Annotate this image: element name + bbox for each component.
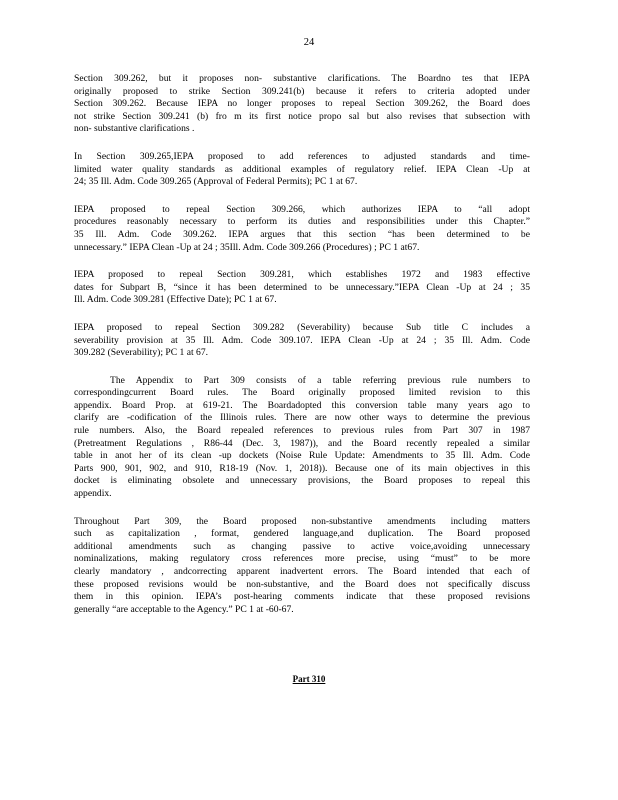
paragraph-list (74, 73, 530, 616)
paragraph-line: IEPA proposed to repeal Section 309.266, which authorizes IEPA to “all adopt (74, 203, 530, 215)
page-number: 24 (303, 37, 315, 48)
paragraph-line: clarify are -codification of the Illinois rules. There are now other ways to determine the previous (74, 412, 530, 424)
paragraph-line: table in anot her of its clean -up dockets (Noise Rule Update: Amendments to 35 Ill. Adm. Code (74, 450, 530, 462)
paragraph-line: Section 309.262, but it proposes non- substantive clarifications. The Boardno tes that IEPA (74, 73, 530, 84)
paragraph-line: The Appendix to Part 309 consists of a table referring previous rule numbers to (110, 374, 530, 386)
paragraph-line: these proposed revisions would be non-substantive, and the Board does not specifically discuss (74, 578, 530, 590)
paragraph-line: (Pretreatment Regulations , R86-44 (Dec. 3, 1987)), and the Board recently repealed a similar (74, 437, 530, 449)
paragraph-line: not strike Section 309.241 (b) fro m its first notice propo sal but also revises that subsection with (74, 110, 530, 122)
part-heading-text: Part 310 (292, 674, 326, 684)
paragraph-line: appendix. Board Prop. at 619-21. The Boardadopted this conversion table many years ago to (74, 399, 530, 411)
paragraph-line: 309.282 (Severability); PC 1 at 67. (74, 347, 209, 359)
paragraph-line: generally “are acceptable to the Agency.” PC 1 at -60-67. (74, 603, 294, 615)
paragraph-line: limited water quality standards as additional examples of regulatory relief. IEPA Clean -Up at (74, 163, 530, 175)
paragraph-line: Parts 900, 901, 902, and 910, R18-19 (Nov. 1, 2018)). Because one of its main objectives in this (74, 462, 530, 474)
paragraph (74, 322, 530, 360)
paragraph-line: procedures reasonably necessary to perform its duties and responsibilities under this Chapter.” (74, 216, 530, 228)
paragraph-line: Section 309.262. Because IEPA no longer proposes to repeal Section 309.262, the Board does (74, 98, 530, 110)
paragraph-line: such as capitalization , format, gendered language,and duplication. The Board proposed (74, 528, 530, 540)
paragraph-line: 24; 35 Ill. Adm. Code 309.265 (Approval of Federal Permits); PC 1 at 67. (74, 176, 358, 188)
paragraph-line: clearly mandatory , andcorrecting apparent inadvertent errors. The Board intended that each of (74, 566, 530, 577)
paragraph (74, 375, 530, 501)
opinion-body (74, 73, 530, 631)
paragraph-line: them in this opinion. IEPA’s post-hearing comments indicate that these proposed revisions (74, 591, 530, 603)
paragraph-line: Throughout Part 309, the Board proposed non-substantive amendments including matters (74, 515, 530, 527)
paragraph (74, 516, 530, 617)
paragraph-line: additional amendments such as changing passive to active voice,avoiding unnecessary (74, 540, 530, 552)
paragraph-line: IEPA proposed to repeal Section 309.282 (Severability) because Sub title C includes a (74, 321, 530, 333)
paragraph (74, 269, 530, 307)
paragraph-line: IEPA proposed to repeal Section 309.281, which establishes 1972 and 1983 effective (74, 269, 530, 281)
paragraph-line: rule numbers. Also, the Board repealed references to previous rules from Part 307 in 1987 (74, 425, 530, 437)
paragraph (74, 151, 530, 189)
paragraph-line: dates for Subpart B, “since it has been determined to be unnecessary.”IEPA Clean -Up at 24 ; 35 (74, 281, 530, 293)
paragraph-line: In Section 309.265,IEPA proposed to add references to adjusted standards and time- (74, 150, 530, 162)
paragraph-line: non- substantive clarifications . (74, 123, 195, 135)
paragraph (74, 73, 530, 136)
paragraph-line: appendix. (74, 488, 112, 500)
paragraph (74, 204, 530, 254)
paragraph-line: severability provision at 35 Ill. Adm. Code 309.107. IEPA Clean -Up at 24 ; 35 Ill. Adm. Code (74, 334, 530, 346)
paragraph-line: originally proposed to strike Section 309.241(b) because it refers to criteria adopted under (74, 85, 530, 97)
paragraph-line: unnecessary.” IEPA Clean -Up at 24 ; 35Ill. Adm. Code 309.266 (Procedures) ; PC 1 at67. (74, 241, 420, 253)
part-heading (0, 674, 618, 684)
paragraph-line: correspondingcurrent Board rules. The Board originally proposed limited revision to this (74, 387, 530, 399)
paragraph-line: docket is eliminating obsolete and unnecessary provisions, the Board proposes to repeal this (74, 475, 530, 487)
paragraph-line: 35 Ill. Adm. Code 309.262. IEPA argues that this section “has been determined to be (74, 228, 530, 240)
paragraph-line: Ill. Adm. Code 309.281 (Effective Date); PC 1 at 67. (74, 294, 277, 306)
paragraph-line: nominalizations, making regulatory cross references more precise, using “must” to be more (74, 553, 530, 565)
